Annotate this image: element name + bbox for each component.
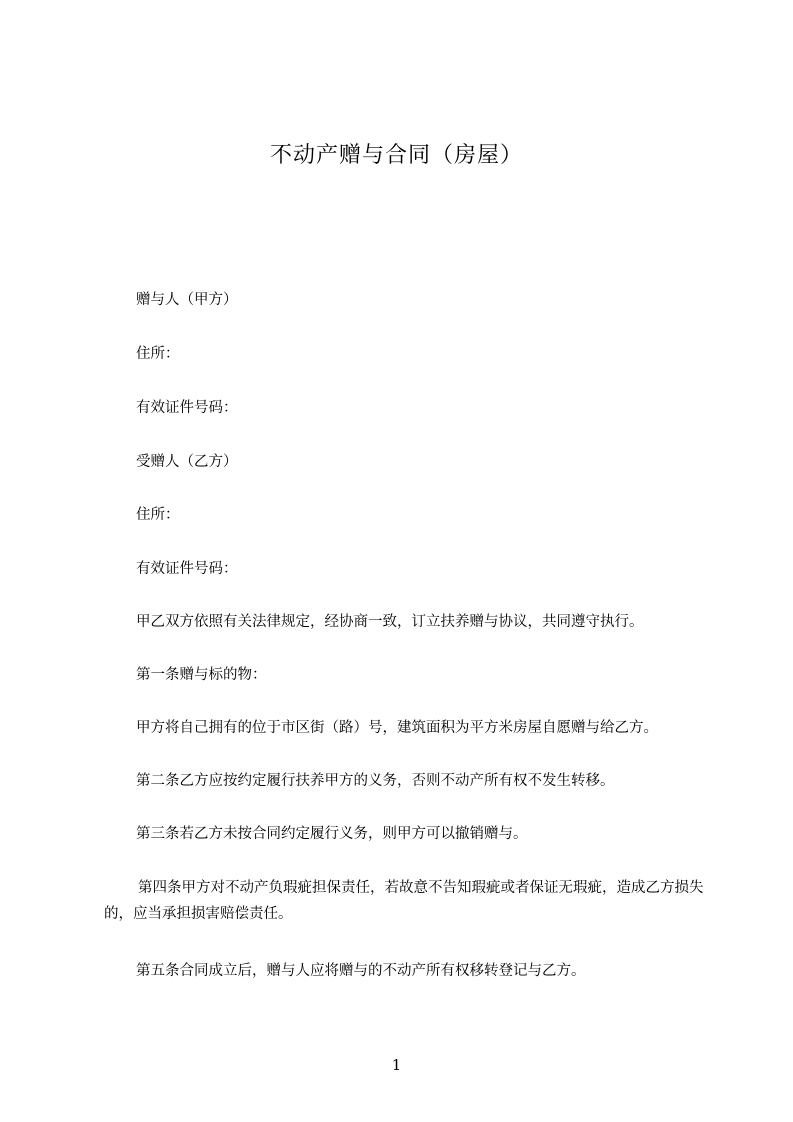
article-1-heading: 第一条赠与标的物： [136, 667, 267, 683]
article-2: 第二条乙方应按约定履行扶养甲方的义务，否则不动产所有权不发生转移。 [136, 773, 615, 789]
document-title: 不动产赠与合同（房屋） [269, 143, 523, 168]
donor-address: 住所： [136, 346, 180, 362]
article-4: 第四条甲方对不动产负瑕疵担保责任，若故意不告知瑕疵或者保证无瑕疵，造成乙方损失的，应当承担损害赔偿责任。 [104, 880, 704, 922]
page-number: 1 [391, 1056, 402, 1074]
donee-address: 住所： [136, 507, 180, 523]
article-5: 第五条合同成立后，赠与人应将赠与的不动产所有权移转登记与乙方。 [136, 963, 586, 979]
preamble: 甲乙双方依照有关法律规定，经协商一致，订立扶养赠与协议，共同遵守执行。 [136, 614, 644, 630]
donee-id: 有效证件号码： [136, 561, 238, 577]
article-3: 第三条若乙方未按合同约定履行义务，则甲方可以撤销赠与。 [136, 826, 528, 842]
donor-label: 赠与人（甲方） [136, 292, 238, 308]
donee-label: 受赠人（乙方） [136, 454, 238, 470]
donor-id: 有效证件号码： [136, 400, 238, 416]
article-1-body: 甲方将自己拥有的位于市区街（路）号，建筑面积为平方米房屋自愿赠与给乙方。 [136, 720, 658, 736]
